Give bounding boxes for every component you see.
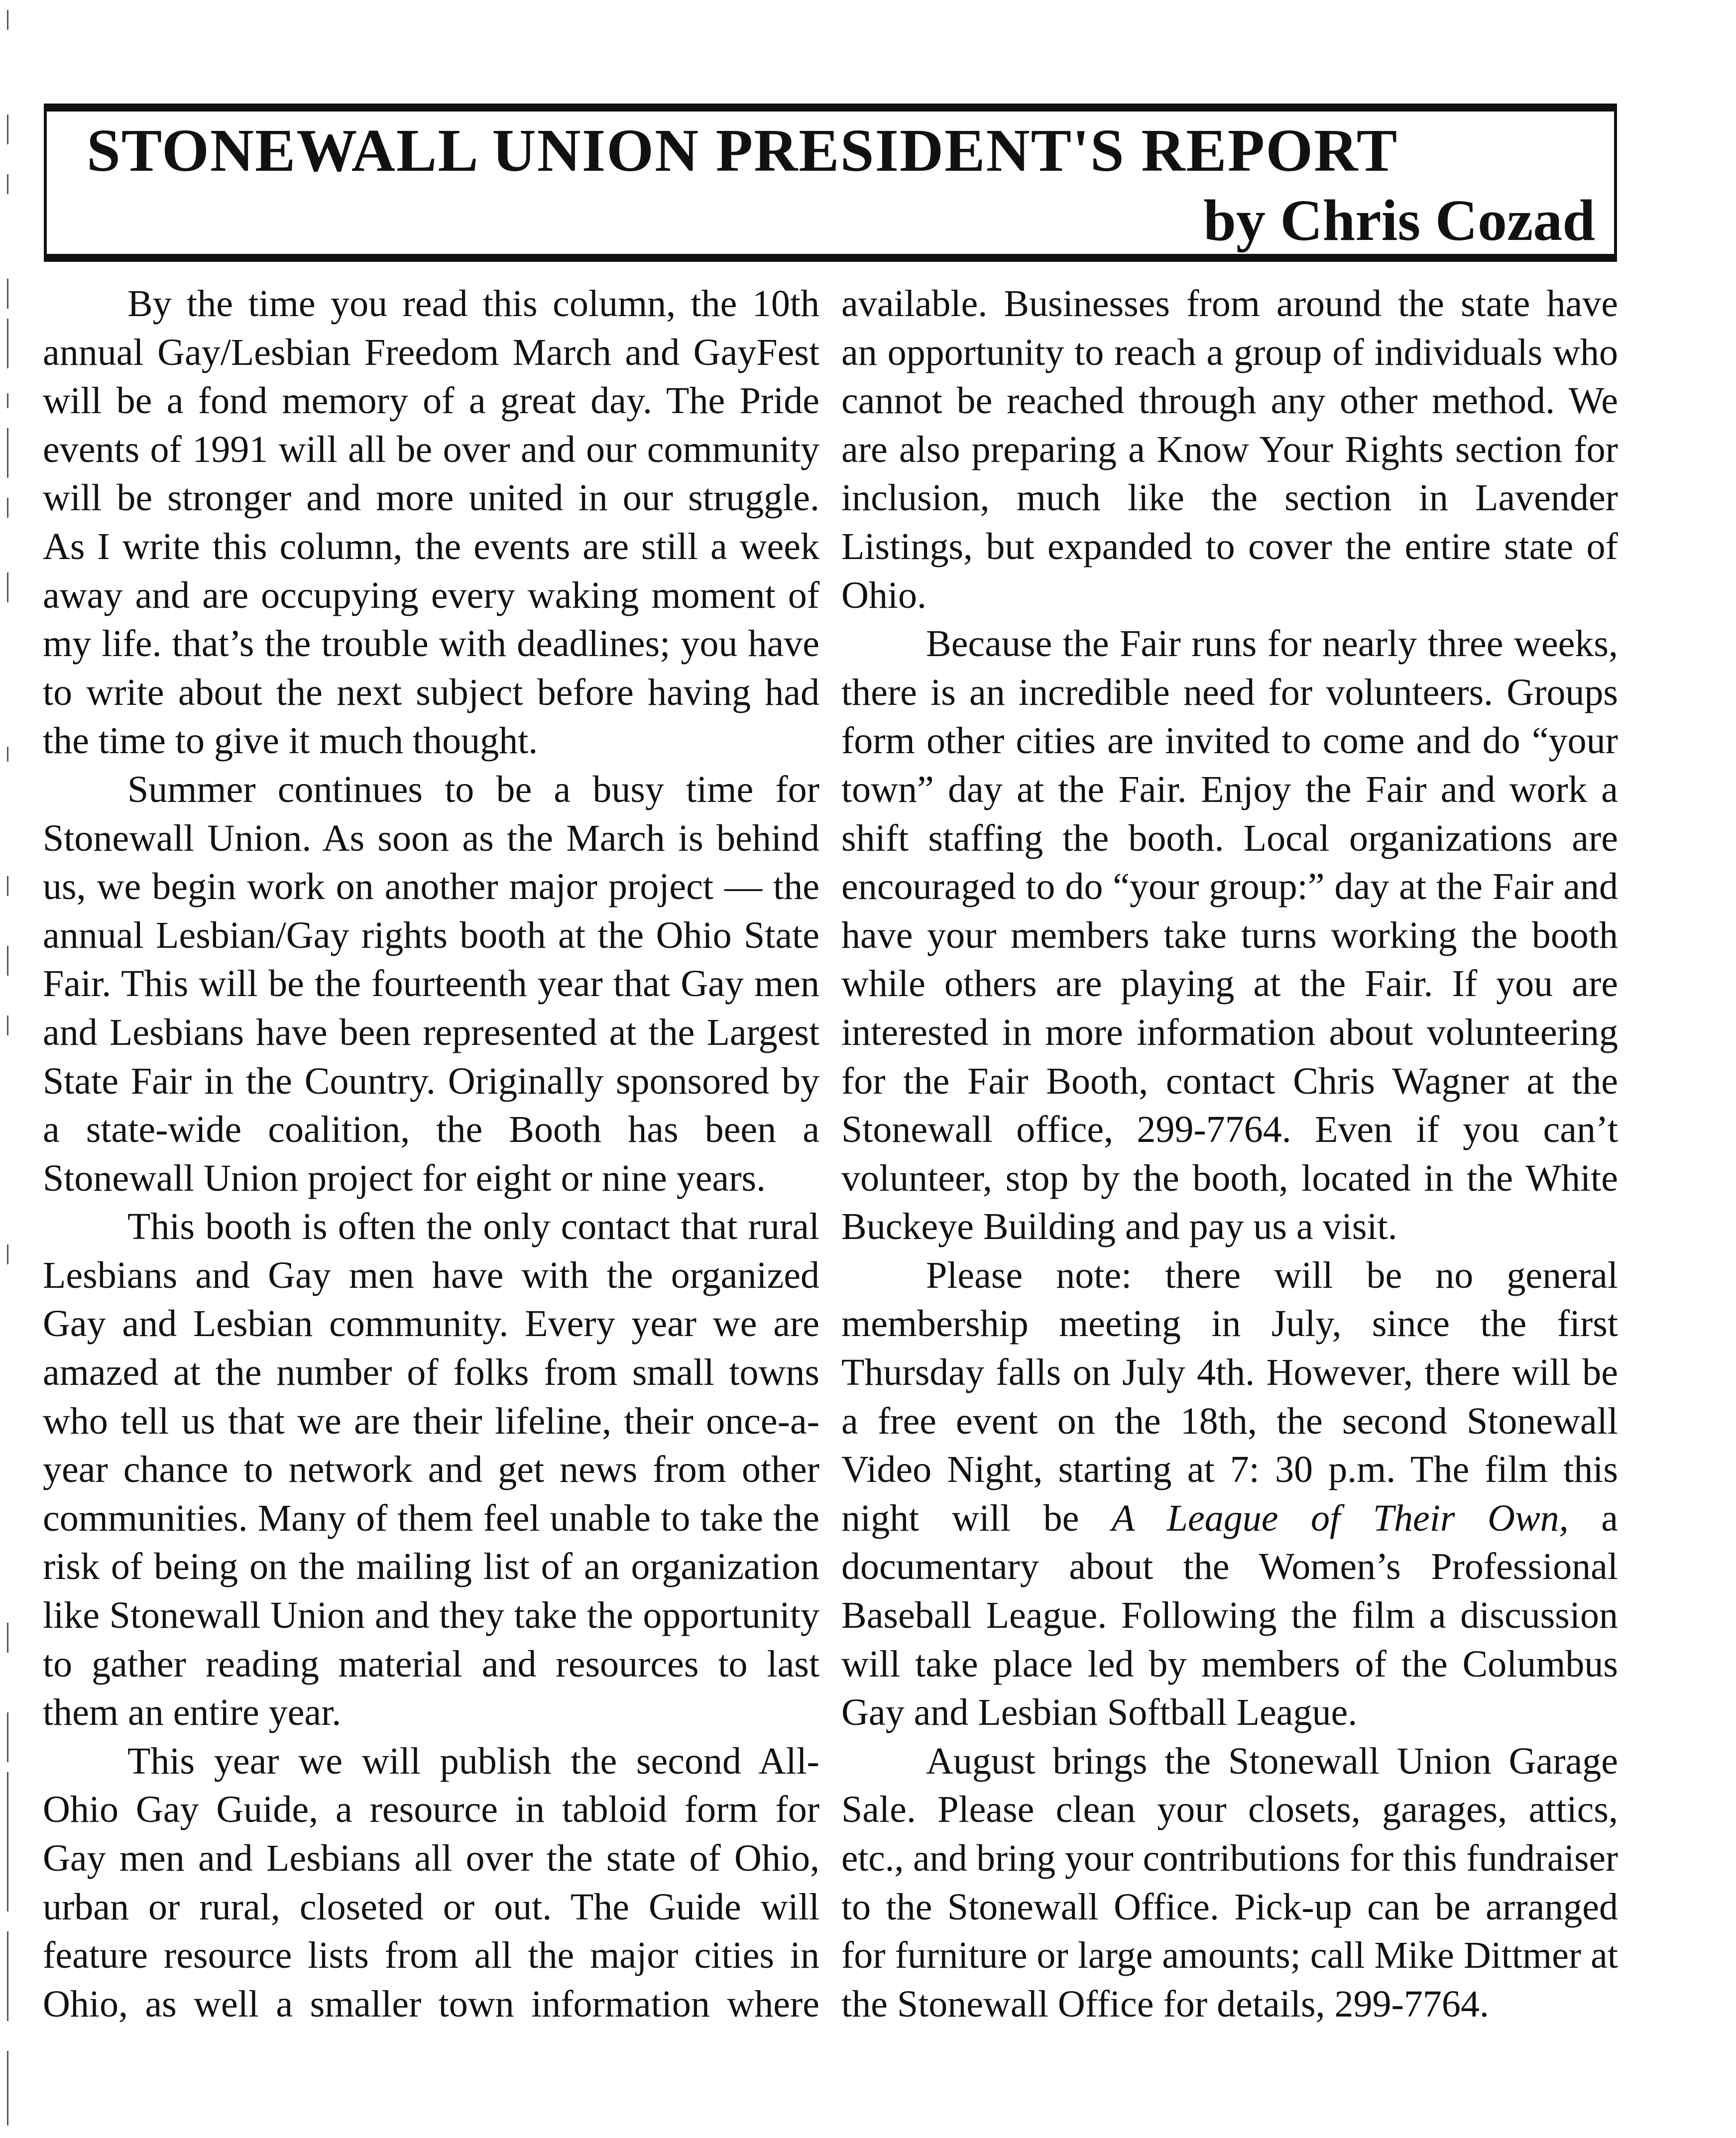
text-line: Stonewall Union. As soon as the March is behind [43,817,819,859]
text-line: cannot be reached through any other method. We [841,380,1618,422]
text-line: to the Stonewall Office. Pick-up can be arranged [841,1886,1618,1928]
text-line: have your members take turns working the booth [841,914,1618,956]
text-line: Ohio. [841,574,926,616]
text-run: night will be [841,1497,1112,1539]
left-column [43,280,819,2028]
text-line: Sale. Please clean your closets, garages, attics, [841,1789,1618,1831]
text-line: will be a fond memory of a great day. The Pride [43,380,819,422]
text-line: August brings the Stonewall Union Garage [926,1740,1618,1782]
text-line: Please note: there will be no general [926,1254,1618,1296]
text-line: the Stonewall Office for details, 299-7764. [841,1983,1489,2025]
text-line: etc., and bring your contributions for this fundraiser [841,1837,1618,1879]
text-line: State Fair in the Country. Originally sponsored by [43,1060,819,1102]
text-run: a [1568,1497,1618,1539]
text-line: Ohio Gay Guide, a resource in tabloid form for [43,1789,819,1831]
text-line: feature resource lists from all the major cities in [43,1934,819,1977]
text-line: volunteer, stop by the booth, located in the White [841,1157,1618,1199]
text-line: annual Lesbian/Gay rights booth at the Ohio State [43,914,819,956]
text-line: membership meeting in July, since the first [841,1303,1618,1345]
text-line: Gay and Lesbian community. Every year we are [43,1303,819,1345]
text-line [841,1494,1618,1543]
text-line: town” day at the Fair. Enjoy the Fair and work a [841,768,1618,810]
text-line: my life. that’s the trouble with deadlines; you have [43,623,819,665]
text-line: encouraged to do “your group:” day at the Fair and [841,866,1618,908]
text-line: Ohio, as well a smaller town information where [43,1983,819,2025]
text-line: to write about the next subject before having had [43,671,819,713]
text-line: for furniture or large amounts; call Mike Dittmer at [841,1934,1618,1977]
text-line: risk of being on the mailing list of an organization [43,1546,819,1588]
text-line: Stonewall Union project for eight or nine years. [43,1157,766,1199]
text-line: and Lesbians have been represented at the Largest [43,1011,819,1053]
text-line: Gay men and Lesbians all over the state of Ohio, [43,1837,819,1879]
text-line: a free event on the 18th, the second Stonewall [841,1400,1618,1442]
text-line: amazed at the number of folks from small towns [43,1351,819,1394]
text-line: communities. Many of them feel unable to take the [43,1497,819,1539]
text-line: the time to give it much thought. [43,720,538,762]
text-line: urban or rural, closeted or out. The Guide will [43,1886,819,1928]
text-line: inclusion, much like the section in Lavender [841,477,1618,519]
text-line: Fair. This will be the fourteenth year that Gay men [43,963,819,1005]
text-line: Because the Fair runs for nearly three weeks, [926,623,1618,665]
text-line: will be stronger and more united in our struggle. [43,477,819,519]
text-line: like Stonewall Union and they take the opportunity [43,1594,819,1637]
text-line: Summer continues to be a busy time for [127,768,819,810]
text-line: there is an incredible need for volunteers. Groups [841,671,1618,713]
text-line: Listings, but expanded to cover the entire state of [841,525,1618,567]
text-line: available. Businesses from around the state have [841,283,1618,325]
text-line: away and are occupying every waking moment of [43,574,819,616]
text-line: events of 1991 will all be over and our community [43,428,819,470]
text-line: Stonewall office, 299-7764. Even if you can’t [841,1109,1618,1151]
text-line: Buckeye Building and pay us a visit. [841,1206,1397,1248]
text-line: Gay and Lesbian Softball League. [841,1691,1358,1734]
text-line: Video Night, starting at 7: 30 p.m. The film this [841,1449,1618,1491]
film-title: A League of Their Own, [1112,1497,1569,1539]
text-line: form other cities are invited to come and do “your [841,720,1618,762]
article-byline: by Chris Cozad [1203,188,1595,253]
text-line: documentary about the Women’s Professional [841,1546,1618,1588]
text-line: us, we begin work on another major project — the [43,866,819,908]
text-line: Thursday falls on July 4th. However, there will be [841,1351,1618,1394]
text-line: who tell us that we are their lifeline, their once-a- [43,1400,819,1442]
scan-margin-marks [7,0,9,2138]
text-line: while others are playing at the Fair. If you are [841,963,1618,1005]
text-line: By the time you read this column, the 10th [127,283,819,325]
text-line: are also preparing a Know Your Rights section for [841,428,1618,470]
report-header [44,104,1617,262]
text-line: for the Fair Booth, contact Chris Wagner at the [841,1060,1618,1102]
text-line: them an entire year. [43,1691,342,1734]
text-line: interested in more information about volunteering [841,1011,1618,1053]
text-line: will take place led by members of the Columbus [841,1643,1618,1685]
text-line: an opportunity to reach a group of individuals who [841,331,1618,373]
right-column [841,280,1618,2028]
text-line: This year we will publish the second All- [127,1740,819,1782]
text-line: Baseball League. Following the film a discussion [841,1594,1618,1637]
article-title: STONEWALL UNION PRESIDENT'S REPORT [87,117,1398,184]
text-line: This booth is often the only contact that rural [127,1206,819,1248]
text-line: year chance to network and get news from other [43,1449,819,1491]
text-line: shift staffing the booth. Local organizations are [841,817,1618,859]
text-line: annual Gay/Lesbian Freedom March and GayFest [43,331,819,373]
text-line: a state-wide coalition, the Booth has been a [43,1109,819,1151]
text-line: to gather reading material and resources to last [43,1643,819,1685]
text-line: Lesbians and Gay men have with the organized [43,1254,819,1296]
text-line: As I write this column, the events are still a week [43,525,819,567]
